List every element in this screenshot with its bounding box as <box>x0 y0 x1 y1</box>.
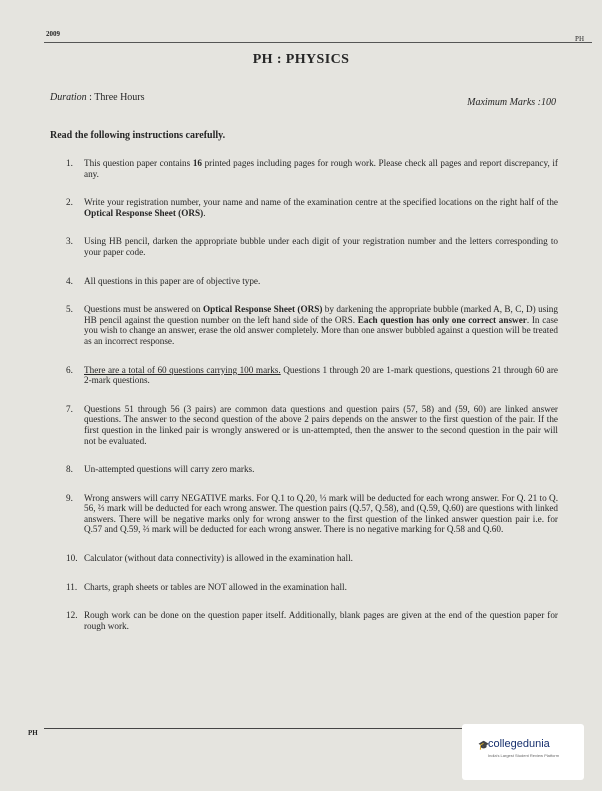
instruction-text: Questions must be answered on <box>84 304 204 315</box>
instruction-item <box>66 304 558 346</box>
instruction-item <box>66 236 558 257</box>
instruction-item <box>66 158 558 179</box>
instruction-text-bold: Optical Response Sheet (ORS) <box>203 304 323 315</box>
instruction-item <box>66 404 558 446</box>
instruction-item <box>66 197 558 218</box>
instruction-item <box>66 610 558 631</box>
instructions-heading: Read the following instructions carefully. <box>50 130 226 141</box>
logo-subtitle: India's Largest Student Review Platform <box>488 753 560 758</box>
logo-text: collegedunia <box>488 738 550 750</box>
instruction-number: 11. <box>66 581 78 592</box>
instruction-text: printed pages including pages for rough work. Please check all pages and report discrepancy, if any. <box>84 158 558 179</box>
instruction-number: 2. <box>66 197 73 208</box>
instruction-number: 4. <box>66 275 73 286</box>
marks-value: :100 <box>537 97 556 108</box>
instruction-text-bold: Each question has only one correct answer <box>357 314 527 325</box>
watermark-logo <box>462 724 584 780</box>
instruction-item <box>66 582 558 593</box>
instruction-text: Un-attempted questions will carry zero marks. <box>84 464 255 475</box>
instruction-text: Charts, graph sheets or tables are NOT allowed in the examination hall. <box>84 581 347 592</box>
page-title: PH : PHYSICS <box>252 52 350 67</box>
instruction-number: 1. <box>66 158 73 168</box>
paper-code-top: PH <box>575 35 584 43</box>
instruction-item <box>66 276 558 287</box>
instruction-number: 9. <box>66 492 73 503</box>
instruction-text-bold: Optical Response Sheet (ORS) <box>84 207 204 218</box>
paper-code-bottom: PH <box>28 729 38 737</box>
instruction-number: 12. <box>66 610 78 621</box>
instruction-text: Questions 51 through 56 (3 pairs) are common data questions and question pairs (57, 58) and (59, 60) are linked answer questions. The answer to the second question of the above 2 pairs depends on the answer to the first question of the pair. If the first question in the linked pair is wrongly answered or is un-attempted, then the answer to the second question in the pair will not be evaluated. <box>84 403 558 446</box>
instruction-number: 5. <box>66 304 73 315</box>
instruction-number: 10. <box>66 553 78 564</box>
instruction-number: 7. <box>66 403 73 414</box>
instruction-text: Write your registration number, your name and name of the examination centre at the specified locations on the right half of the <box>84 197 558 208</box>
instruction-number: 8. <box>66 464 73 475</box>
header-rule <box>44 42 592 43</box>
instruction-item <box>66 493 558 535</box>
duration <box>50 92 145 103</box>
instruction-text: Using HB pencil, darken the appropriate bubble under each digit of your registration number and the letters corresponding to your paper code. <box>84 236 558 257</box>
instruction-text: Calculator (without data connectivity) is allowed in the examination hall. <box>84 553 353 564</box>
instruction-text: Wrong answers will carry NEGATIVE marks. For Q.1 to Q.20, ⅓ mark will be deducted for each wrong answer. For Q. 21 to Q. 56, ⅔ mark will be deducted for each wrong answer. The question pairs (Q.57, Q.58), and (Q.59, Q.60) are questions with linked answers. There will be negative marks only for wrong answer to the first question of the linked answer question pair i.e. for Q.57 and Q.59, ⅔ mark will be deducted for each wrong answer. There is no negative marking for Q.58 and Q.60. <box>84 492 558 535</box>
exam-year: 2009 <box>46 30 60 38</box>
instruction-text: All questions in this paper are of objective type. <box>84 275 261 286</box>
instruction-number: 3. <box>66 236 73 247</box>
instruction-number: 6. <box>66 364 73 375</box>
instruction-text: by darkening the appropriate bubble (marked A, B, C, D) using HB pencil against the question number on the left hand side of the ORS. <box>84 304 558 325</box>
instructions-list <box>66 158 558 649</box>
instruction-text: Questions 1 through 20 are 1-mark questions, questions 21 through 60 are 2-mark questions. <box>84 364 558 386</box>
instruction-item <box>66 365 558 386</box>
instruction-text: . <box>203 207 206 218</box>
instruction-item <box>66 464 558 475</box>
graduation-cap-icon: 🎓 <box>478 740 490 750</box>
instruction-text-bold: 16 <box>192 158 202 168</box>
instruction-item <box>66 553 558 564</box>
instruction-text-underlined: There are a total of 60 questions carrying 100 marks. <box>84 364 281 375</box>
duration-label: Duration <box>50 92 87 103</box>
duration-value: : Three Hours <box>89 92 145 103</box>
marks-label: Maximum Marks <box>467 97 536 108</box>
maximum-marks <box>467 97 556 108</box>
instruction-text: . In case you wish to change an answer, erase the old answer completely. More than one answer bubbled against a question will be treated as an incorrect response. <box>84 314 559 346</box>
instruction-text: Rough work can be done on the question paper itself. Additionally, blank pages are given at the end of the question paper for rough work. <box>84 610 558 631</box>
instruction-text: This question paper contains <box>84 158 193 168</box>
